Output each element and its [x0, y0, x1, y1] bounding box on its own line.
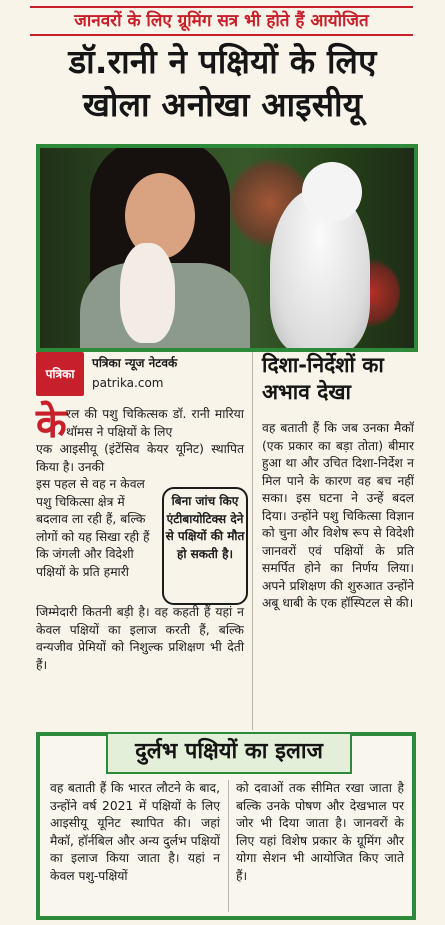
side-paragraph: वह बताती हैं कि जब उनका मैकॉ (एक प्रकार का बड़ा तोता) बीमार हुआ था और उचित दिशा-निर्देश न मिल पाने के कारण वह बच नहीं सका। इस घटना ने उन्हें बदल दिया। उन्होंने पशु चिकित्सा विज्ञान को चुना और विशेष रूप से विदेशी जानवरों एवं पक्षियों के प्रति समर्पित होने का निर्णय लिया। अपने प्रशिक्षण की शुरुआत उन्होंने अबू धाबी के एक हॉस्पिटल से की। [262, 421, 414, 610]
body-paragraph-1a: रल की पशु चिकित्सक डॉ. रानी मारिया थॉमस ने पक्षियों के लिए [66, 407, 244, 439]
headline [0, 40, 445, 126]
side-heading: दिशा-निर्देशों का अभाव देखा [262, 353, 384, 404]
body-paragraph-1c: इस पहल से वह न केवल पशु चिकित्सा क्षेत्र में बदलाव ला रही हैं, बल्कि लोगों को यह सिखा रही हैं कि जंगली और विदेशी पक्षियों के प्रति हमारी [36, 477, 150, 579]
cockatoo-small [120, 243, 175, 343]
box-column-2: को दवाओं तक सीमित रखा जाता है बल्कि उनके पोषण और देखभाल पर जोर भी दिया जाता है। जानवरों के लिए यहां विशेष प्रकार के ग्रूमिंग और योगा सेशन भी आयोजित किए जाते हैं। [236, 781, 404, 883]
patrika-badge: पत्रिका [36, 352, 84, 396]
kicker-strap: जानवरों के लिए ग्रूमिंग सत्र भी होते हैं आयोजित [30, 6, 413, 36]
byline [36, 352, 256, 396]
column-divider [252, 352, 253, 730]
pull-quote: बिना जांच किए एंटीबायोटिक्स देने से पक्षियों की मौत हो सकती है। [162, 487, 248, 605]
body-paragraph-1d: जिम्मेदारी कितनी बड़ी है। वह कहती हैं यहां न केवल पक्षियों का इलाज करती हैं, बल्कि वन्यजीव प्रेमियों को निशुल्क प्रशिक्षण भी देती हैं। [36, 605, 244, 672]
headline-line-2: खोला अनोखा आइसीयू [82, 85, 363, 124]
byline-network: पत्रिका न्यूज नेटवर्क [92, 356, 178, 370]
dropcap: के [36, 401, 67, 447]
box-column-divider [228, 780, 229, 912]
body-paragraph-1b: एक आइसीयू (इंटेंसिव केयर यूनिट) स्थापित किया है। उनकी [36, 442, 244, 474]
rare-birds-box [36, 732, 416, 920]
box-column-1: वह बताती हैं कि भारत लौटने के बाद, उन्होंने वर्ष 2021 में पक्षियों के लिए आइसीयू यूनिट स्थापित की। जहां मैकॉ, हॉर्नबिल और अन्य दुर्लभ पक्षियों का इलाज किया जाता है। यहां न केवल पशु-पक्षियों [50, 781, 220, 883]
headline-line-1: डॉ.रानी ने पक्षियों के लिए [68, 42, 377, 81]
byline-site: patrika.com [92, 376, 164, 390]
photo-doctor-with-birds [36, 144, 418, 352]
box-title: दुर्लभ पक्षियों का इलाज [106, 732, 352, 774]
